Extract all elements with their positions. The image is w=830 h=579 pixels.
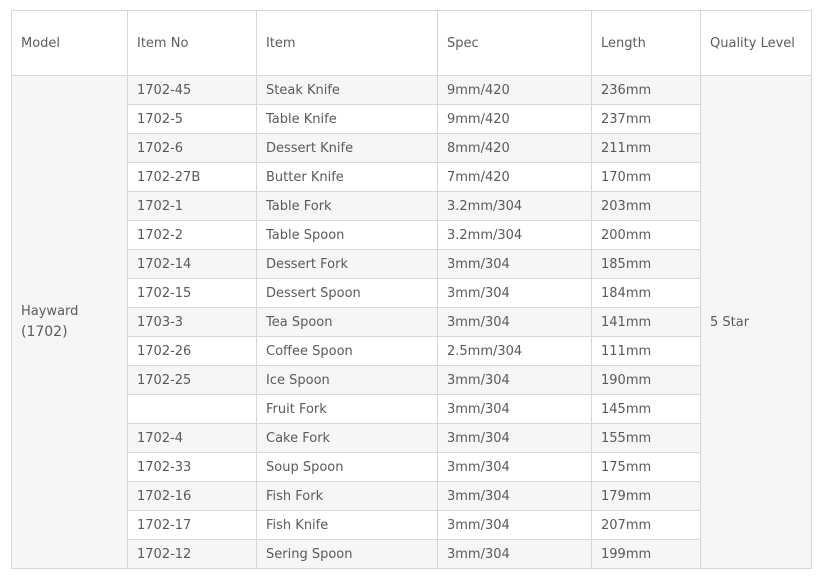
cell-item: Dessert Fork [257, 250, 438, 279]
cell-length: 236mm [592, 76, 701, 105]
table-row [12, 192, 812, 221]
table-row [12, 511, 812, 540]
cell-spec: 9mm/420 [438, 76, 592, 105]
header-quality-level: Quality Level [701, 11, 812, 76]
header-item: Item [257, 11, 438, 76]
cell-item: Sering Spoon [257, 540, 438, 569]
cell-item-no: 1702-12 [128, 540, 257, 569]
cell-spec: 3mm/304 [438, 540, 592, 569]
table-row [12, 163, 812, 192]
cell-item-no: 1703-3 [128, 308, 257, 337]
cell-length: 200mm [592, 221, 701, 250]
cell-item-no: 1702-27B [128, 163, 257, 192]
table-row [12, 395, 812, 424]
product-spec-table [11, 10, 812, 569]
quality-level-cell: 5 Star [701, 76, 812, 569]
cell-item: Table Knife [257, 105, 438, 134]
table-row [12, 482, 812, 511]
cell-item-no: 1702-2 [128, 221, 257, 250]
cell-length: 211mm [592, 134, 701, 163]
model-cell [12, 76, 128, 569]
cell-spec: 8mm/420 [438, 134, 592, 163]
table-row [12, 540, 812, 569]
cell-item: Ice Spoon [257, 366, 438, 395]
table-row [12, 250, 812, 279]
cell-item: Dessert Knife [257, 134, 438, 163]
table-row [12, 366, 812, 395]
cell-spec: 2.5mm/304 [438, 337, 592, 366]
table-row [12, 221, 812, 250]
cell-length: 141mm [592, 308, 701, 337]
cell-spec: 7mm/420 [438, 163, 592, 192]
cell-item-no: 1702-1 [128, 192, 257, 221]
cell-spec: 9mm/420 [438, 105, 592, 134]
cell-item-no: 1702-16 [128, 482, 257, 511]
cell-length: 237mm [592, 105, 701, 134]
cell-length: 175mm [592, 453, 701, 482]
model-name: Hayward [21, 304, 79, 319]
cell-item: Soup Spoon [257, 453, 438, 482]
spec-table-container [11, 10, 812, 569]
table-row [12, 453, 812, 482]
cell-spec: 3mm/304 [438, 250, 592, 279]
cell-spec: 3mm/304 [438, 395, 592, 424]
cell-length: 184mm [592, 279, 701, 308]
cell-item-no [128, 395, 257, 424]
cell-item: Coffee Spoon [257, 337, 438, 366]
header-item-no: Item No [128, 11, 257, 76]
cell-spec: 3mm/304 [438, 366, 592, 395]
cell-length: 170mm [592, 163, 701, 192]
cell-item: Fruit Fork [257, 395, 438, 424]
cell-item: Table Fork [257, 192, 438, 221]
table-header-row [12, 11, 812, 76]
cell-item-no: 1702-6 [128, 134, 257, 163]
table-row [12, 134, 812, 163]
cell-item: Steak Knife [257, 76, 438, 105]
cell-length: 199mm [592, 540, 701, 569]
cell-spec: 3.2mm/304 [438, 221, 592, 250]
cell-item: Cake Fork [257, 424, 438, 453]
cell-spec: 3mm/304 [438, 511, 592, 540]
header-spec: Spec [438, 11, 592, 76]
cell-spec: 3mm/304 [438, 279, 592, 308]
cell-length: 185mm [592, 250, 701, 279]
cell-item-no: 1702-5 [128, 105, 257, 134]
cell-spec: 3mm/304 [438, 453, 592, 482]
table-row [12, 308, 812, 337]
cell-item-no: 1702-33 [128, 453, 257, 482]
header-model: Model [12, 11, 128, 76]
cell-length: 145mm [592, 395, 701, 424]
cell-item: Butter Knife [257, 163, 438, 192]
model-code: (1702) [21, 324, 68, 340]
table-body [12, 76, 812, 569]
cell-spec: 3mm/304 [438, 482, 592, 511]
cell-spec: 3.2mm/304 [438, 192, 592, 221]
table-row [12, 424, 812, 453]
cell-length: 190mm [592, 366, 701, 395]
cell-spec: 3mm/304 [438, 308, 592, 337]
cell-length: 207mm [592, 511, 701, 540]
table-row [12, 337, 812, 366]
cell-item-no: 1702-25 [128, 366, 257, 395]
cell-length: 203mm [592, 192, 701, 221]
cell-item: Fish Fork [257, 482, 438, 511]
cell-length: 179mm [592, 482, 701, 511]
cell-item-no: 1702-45 [128, 76, 257, 105]
table-row [12, 76, 812, 105]
cell-length: 155mm [592, 424, 701, 453]
cell-length: 111mm [592, 337, 701, 366]
cell-item: Table Spoon [257, 221, 438, 250]
cell-item-no: 1702-4 [128, 424, 257, 453]
cell-item: Dessert Spoon [257, 279, 438, 308]
cell-item-no: 1702-26 [128, 337, 257, 366]
cell-item: Fish Knife [257, 511, 438, 540]
cell-item-no: 1702-15 [128, 279, 257, 308]
cell-item-no: 1702-17 [128, 511, 257, 540]
table-row [12, 105, 812, 134]
header-length: Length [592, 11, 701, 76]
cell-spec: 3mm/304 [438, 424, 592, 453]
cell-item: Tea Spoon [257, 308, 438, 337]
table-row [12, 279, 812, 308]
cell-item-no: 1702-14 [128, 250, 257, 279]
